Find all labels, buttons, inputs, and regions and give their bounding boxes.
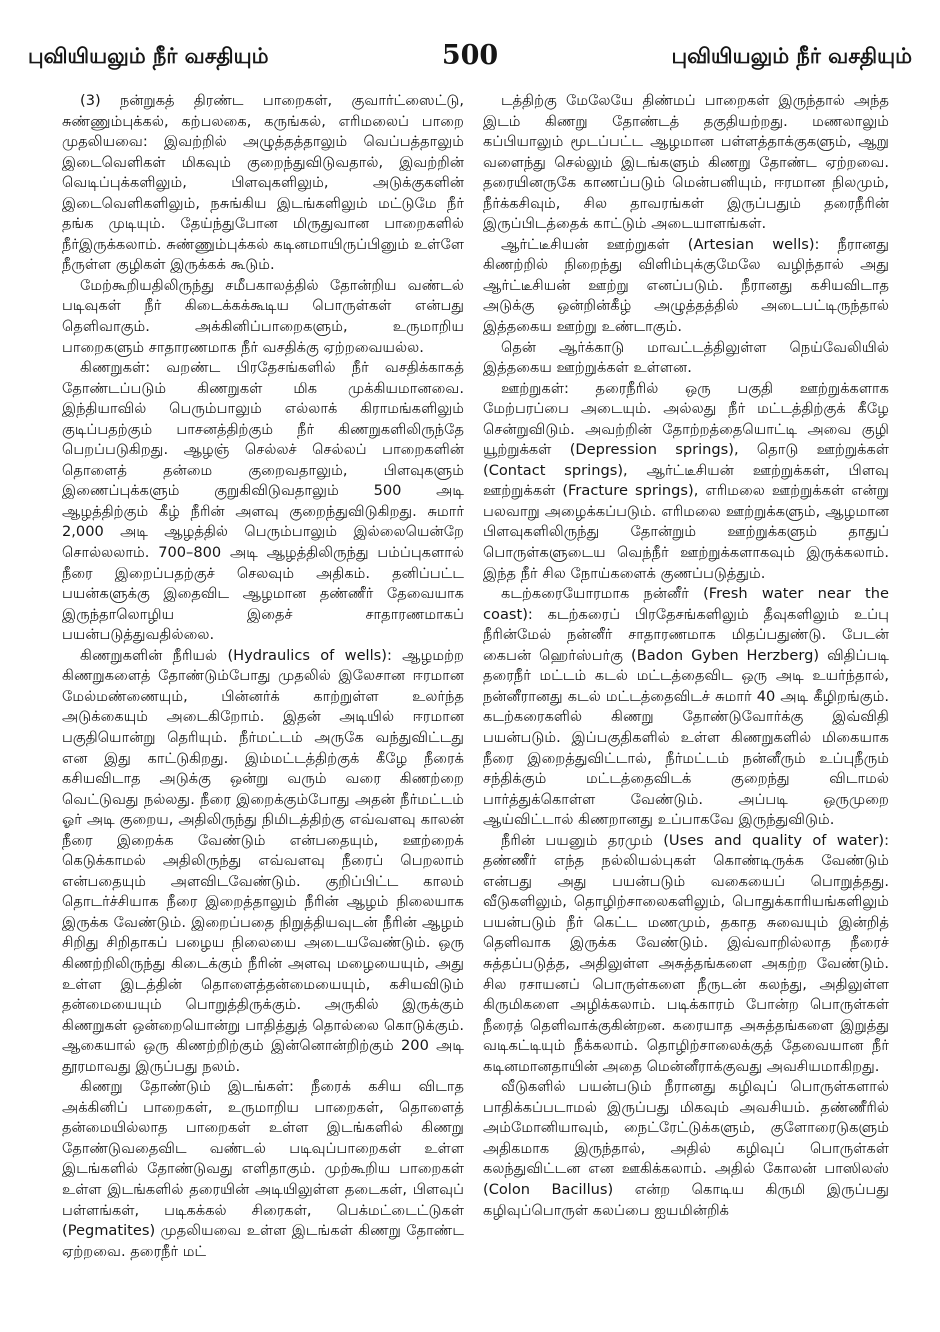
paragraph: ஊற்றுகள்: தரைநீரில் ஒரு பகுதி ஊற்றுக்களாக மேற்பரப்பை அடையும். அல்லது நீர் மட்டத்திற்குக் கீழே சென்றுவிடும். அவற்றின் தோற்றத்தையொட்டி அவை குழி யூற்றுக்கள் (Depression springs), தொடு ஊற்றுக்கள் (Contact springs), ஆர்ட்டீசியன் ஊற்றுக்கள், பிளவு ஊற்றுக்கள் (Fracture springs), எரிமலை ஊற்றுக்கள் என்று பலவாறு அழைக்கப்படும். எரிமலை ஊற்றுக்களும், ஆழமான பிளவுகளிலிருந்து தோன்றும் ஊற்றுக்களும் தாதுப் பொருள்களுடைய வெந்நீர் ஊற்றுக்களாகவும் இருக்கலாம். இந்த நீர் சில நோய்களைக் குணப்படுத்தும். (483, 379, 889, 582)
paragraph: கிணறுகளின் நீரியல் (Hydraulics of wells): ஆழமற்ற கிணறுகளைத் தோண்டும்போது முதலில் இலேசான ஈரமான மேல்மண்ணையும், பின்னர்க் காற்றுள்ள உலர்ந்த அடுக்கையும் அடைகிறோம். இதன் அடியில் ஈரமான பகுதியொன்று தெரியும். நீர்மட்டம் அருகே வந்துவிட்டது என இது காட்டுகிறது. இம்மட்டத்திற்குக் கீழே நீரைக் கசியவிடாத அடுக்கு ஒன்று வரும் வரை கிணற்றை வெட்டுவது நல்லது. நீரை இறைக்கும்போது அதன் நீர்மட்டம் ஓர் அடி குறைய, அதிலிருந்து நிமிடத்திற்கு எவ்வளவு காலன் நீரை இறைக்க வேண்டும் என்பதையும், ஊற்றைக் கெடுக்காமல் அதிலிருந்து எவ்வளவு நீரைப் பெறலாம் என்பதையும் அளவிடவேண்டும். குறிப்பிட்ட காலம் தொடர்ச்சியாக நீரை இறைத்தாலும் நீரின் ஆழம் நிலையாக இருக்க வேண்டும். இறைப்பதை நிறுத்தியவுடன் நீரின் ஆழம் சிறிது சிறிதாகப் பழைய நிலையை அடையவேண்டும். ஒரு கிணற்றிலிருந்து கிடைக்கும் நீரின் அளவு மழையையும், அது உள்ள இடத்தின் தொளைத்தன்மையையும், கசியவிடும் தன்மையையும் பொறுத்திருக்கும். அருகில் இருக்கும் கிணறுகள் ஒன்றையொன்று பாதித்துத் தொல்லை கொடுக்கும். ஆகையால் ஒரு கிணற்றிற்கும் இன்னொன்றிற்கும் 200 அடி தூரமாவது இருப்பது நலம். (62, 646, 464, 1075)
running-title-left: புவியியலும் நீர் வசதியும் (28, 44, 269, 68)
paragraph: வீடுகளில் பயன்படும் நீரானது கழிவுப் பொருள்களால் பாதிக்கப்படாமல் இருப்பது மிகவும் அவசியம். தண்ணீரில் அம்மோனியாவும், நைட்ரேட்டுக்களும், குளோரைடுகளும் அதிகமாக இருந்தால், அதில் கழிவுப் பொருள்கள் கலந்துவிட்டன என ஊகிக்கலாம். அதில் கோலன் பாஸிலஸ் (Colon Bacillus) என்ற கொடிய கிருமி இருப்பது கழிவுப்பொருள் கலப்பை ஐயமின்றிக் (483, 1078, 889, 1219)
paragraph: நீரின் பயனும் தரமும் (Uses and quality of water): தண்ணீர் எந்த நல்லியல்புகள் கொண்டிருக்க வேண்டும் என்பது அது பயன்படும் வகையைப் பொறுத்தது. வீடுகளிலும், தொழிற்சாலைகளிலும், பொதுக்காரியங்களிலும் பயன்படும் நீர் கெட்ட மணமும், தகாத சுவையும் இன்றித் தெளிவாக இருக்க வேண்டும். இவ்வாறில்லாத நீரைச் சுத்தப்படுத்த, அதிலுள்ள அசுத்தங்களை அகற்ற வேண்டும். சில ரசாயனப் பொருள்களை நீருடன் கலந்து, அதிலுள்ள கிருமிகளை அழிக்கலாம். படிக்காரம் போன்ற பொருள்கள் நீரைத் தெளிவாக்குகின்றன. கரையாத அசுத்தங்களை இறுத்து வடிகட்டியும் நீக்கலாம். தொழிற்சாலைக்குத் தேவையான நீர் கடினமானதாயின் அதை மென்னீராக்குவது அவசியமாகிறது. (483, 831, 889, 1075)
right-column (483, 91, 889, 1316)
paragraph: மேற்கூறியதிலிருந்து சமீபகாலத்தில் தோன்றிய வண்டல் படிவுகள் நீர் கிடைக்கக்கூடிய பொருள்கள் என்பது தெளிவாகும். அக்கினிப்பாறைகளும், உருமாறிய பாறைகளும் சாதாரணமாக நீர் வசதிக்கு ஏற்றவையல்ல. (62, 276, 464, 356)
paragraph: டத்திற்கு மேலேயே திண்மப் பாறைகள் இருந்தால் அந்த இடம் கிணறு தோண்டத் தகுதியற்றது. மணலாலும் கப்பியாலும் மூடப்பட்ட ஆழமான பள்ளத்தாக்குகளும், ஆறு வளைந்து செல்லும் இடங்களும் கிணறு தோண்ட ஏற்றவை. தரையினருகே காணப்படும் மென்பனியும், ஈரமான நிலமும், நீர்க்கசிவும், சில தாவரங்கள் இருப்பதும் தரைநீரின் இருப்பிடத்தைக் காட்டும் அடையாளங்கள். (483, 92, 889, 233)
page-header (28, 40, 912, 80)
page-number: 500 (441, 40, 499, 71)
paragraph: (3) நன்றுகத் திரண்ட பாறைகள், குவார்ட்ஸைட்டு, சுண்ணும்புக்கல், கற்பலகை, கருங்கல், எரிமலைப் பாறை முதலியவை: இவற்றில் அழுத்தத்தாலும் வெப்பத்தாலும் இடைவெளிகள் மிகவும் குறைந்துவிடுவதால், இவற்றின் வெடிப்புக்களிலும், பிளவுகளிலும், அடுக்குகளின் இடைவெளிகளிலும், நசுங்கிய இடங்களிலும் மட்டுமே நீர் தங்க முடியும். தேய்ந்துபோன மிருதுவான பாறைகளில் நீர்இருக்கலாம். சுண்ணும்புக்கல் கடினமாயிருப்பினும் உள்ளே நீருள்ள குழிகள் இருக்கக் கூடும். (62, 92, 464, 274)
paragraph: கிணறுகள்: வறண்ட பிரதேசங்களில் நீர் வசதிக்காகத் தோண்டப்படும் கிணறுகள் மிக முக்கியமானவை. இந்தியாவில் பெரும்பாலும் எல்லாக் கிராமங்களிலும் குடிப்பதற்கும் பாசனத்திற்கும் நீர் கிணறுகளிலிருந்தே பெறப்படுகிறது. ஆழஞ் செல்லச் செல்லப் பாறைகளின் தொளைத் தன்மை குறைவதாலும், பிளவுகளும் இணைப்புக்களும் குறுகிவிடுவதாலும் 500 அடி ஆழத்திற்கும் கீழ் நீரின் அளவு குறைந்துவிடுகிறது. சுமார் 2,000 அடி ஆழத்தில் பெரும்பாலும் இல்லையென்றே சொல்லலாம். 700–800 அடி ஆழத்திலிருந்து பம்ப்புகளால் நீரை இறைப்பதற்குச் செலவும் அதிகம். தனிப்பட்ட பயன்களுக்கு இதைவிட ஆழமான தண்ணீர் தேவையாக இருந்தாலொழிய இதைச் சாதாரணமாகப் பயன்படுத்துவதில்லை. (62, 359, 464, 644)
paragraph: ஆர்ட்டீசியன் ஊற்றுகள் (Artesian wells): நீரானது கிணற்றில் நிறைந்து விளிம்புக்குமேலே வழிந்தால் அது ஆர்ட்டீசியன் ஊற்று எனப்படும். நீரானது கசியவிடாத அடுக்கு ஒன்றின்கீழ் அழுத்தத்தில் அடைபட்டிருந்தால் இத்தகைய ஊற்று உண்டாகும். (483, 235, 889, 336)
paragraph: கடற்கரையோரமாக நன்னீர் (Fresh water near the coast): கடற்கரைப் பிரதேசங்களிலும் தீவுகளிலும் உப்பு நீரின்மேல் நன்னீர் சாதாரணமாக மிதப்பதுண்டு. பேடன் கைபன் ஹெர்ஸ்பர்கு (Badon Gyben Herzberg) விதிப்படி தரைநீர் மட்டம் கடல் மட்டத்தைவிட ஒரு அடி உயர்ந்தால், நன்னீரானது கடல் மட்டத்தைவிடச் சுமார் 40 அடி கீழிறங்கும். கடற்கரைகளில் கிணறு தோண்டுவோர்க்கு இவ்விதி பயன்படும். இப்பகுதிகளில் உள்ள கிணறுகளில் மிகையாக நீரை இறைத்துவிட்டால், நீர்மட்டம் நன்னீரும் உப்புநீரும் சந்திக்கும் மட்டத்தைவிடக் குறைந்து விடாமல் பார்த்துக்கொள்ள வேண்டும். அப்படி ஒருமுறை ஆய்விட்டால் கிணறானது உப்பாகவே இருந்துவிடும். (483, 585, 889, 829)
running-title-right: புவியியலும் நீர் வசதியும் (671, 44, 912, 68)
paragraph: கிணறு தோண்டும் இடங்கள்: நீரைக் கசிய விடாத அக்கினிப் பாறைகள், உருமாறிய பாறைகள், தொளைத் தன்மையில்லாத பாறைகள் உள்ள இடங்களில் கிணறு தோண்டுவதைவிட வண்டல் படிவுப்பாறைகள் உள்ள இடங்களில் தோண்டுவது எளிதாகும். முற்கூறிய பாறைகள் உள்ள இடங்களில் தரையின் அடியிலுள்ள தடைகள், பிளவுப் பள்ளங்கள், படிகக்கல் சிரைகள், பெக்மட்டைட்டுகள் (Pegmatites) முதலியவை உள்ள இடங்கள் கிணறு தோண்ட ஏற்றவை. தரைநீர் மட் (62, 1078, 464, 1260)
left-column (62, 91, 464, 1316)
paragraph: தென் ஆர்க்காடு மாவட்டத்திலுள்ள நெய்வேலியில் இத்தகைய ஊற்றுக்கள் உள்ளன. (483, 338, 889, 377)
